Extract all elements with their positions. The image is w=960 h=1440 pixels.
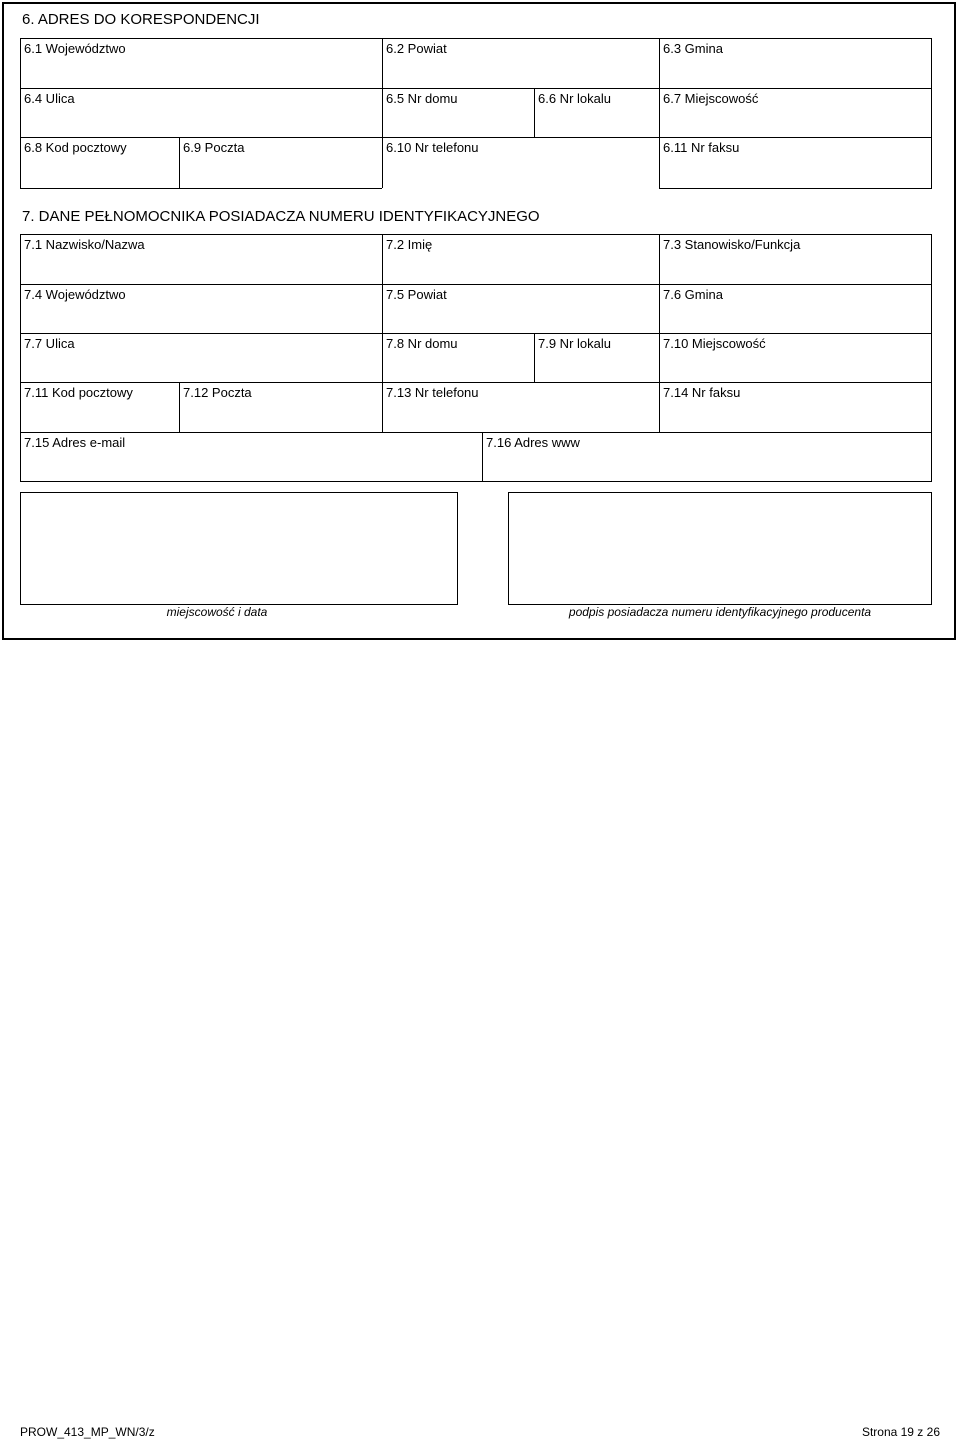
field-6-9-poczta[interactable] — [180, 157, 381, 187]
field-7-4-wojewodztwo[interactable] — [21, 304, 381, 332]
label-6-7: 6.7 Miejscowość — [663, 91, 759, 106]
signature-caption: podpis posiadacza numeru identyfikacyjnego producenta — [568, 605, 872, 619]
field-7-5-powiat[interactable] — [383, 304, 658, 332]
label-7-10: 7.10 Miejscowość — [663, 336, 766, 351]
field-7-6-gmina[interactable] — [660, 304, 931, 332]
field-6-1-wojewodztwo[interactable] — [21, 58, 381, 87]
label-7-8: 7.8 Nr domu — [386, 336, 458, 351]
field-7-9-nr-lokalu[interactable] — [535, 353, 658, 381]
label-7-3: 7.3 Stanowisko/Funkcja — [663, 237, 801, 252]
field-7-3-stanowisko[interactable] — [660, 254, 931, 283]
label-7-12: 7.12 Poczta — [183, 385, 252, 400]
field-7-16-www[interactable] — [483, 452, 931, 481]
label-7-2: 7.2 Imię — [386, 237, 433, 252]
label-7-15: 7.15 Adres e-mail — [24, 435, 126, 450]
label-7-14: 7.14 Nr faksu — [663, 385, 741, 400]
divider — [659, 188, 932, 189]
label-6-2: 6.2 Powiat — [386, 41, 447, 56]
divider — [20, 333, 932, 334]
field-7-14-nr-faksu[interactable] — [660, 402, 931, 431]
field-7-1-nazwisko[interactable] — [21, 254, 381, 283]
field-7-2-imie[interactable] — [383, 254, 658, 283]
divider — [20, 382, 932, 383]
label-7-6: 7.6 Gmina — [663, 287, 723, 302]
page-number: Strona 19 z 26 — [861, 1425, 940, 1439]
field-6-7-miejscowosc[interactable] — [660, 108, 931, 136]
label-7-9: 7.9 Nr lokalu — [538, 336, 611, 351]
label-6-5: 6.5 Nr domu — [386, 91, 458, 106]
field-6-11-nr-faksu[interactable] — [660, 157, 931, 187]
field-7-15-email[interactable] — [21, 452, 481, 481]
signature-box[interactable] — [508, 492, 932, 605]
label-6-4: 6.4 Ulica — [24, 91, 75, 106]
label-7-11: 7.11 Kod pocztowy — [24, 385, 133, 400]
divider — [20, 284, 932, 285]
place-date-caption: miejscowość i data — [166, 605, 268, 619]
divider — [20, 137, 932, 138]
field-7-8-nr-domu[interactable] — [383, 353, 533, 381]
section-7-title: 7. DANE PEŁNOMOCNIKA POSIADACZA NUMERU IDENTYFIKACYJNEGO — [22, 208, 540, 225]
field-6-4-ulica[interactable] — [21, 108, 381, 136]
label-7-5: 7.5 Powiat — [386, 287, 447, 302]
label-6-6: 6.6 Nr lokalu — [538, 91, 611, 106]
field-7-13-nr-telefonu[interactable] — [383, 402, 658, 431]
field-6-8-kod-pocztowy[interactable] — [21, 157, 178, 187]
place-date-box[interactable] — [20, 492, 458, 605]
field-7-7-ulica[interactable] — [21, 353, 381, 381]
field-6-2-powiat[interactable] — [383, 58, 658, 87]
label-7-13: 7.13 Nr telefonu — [386, 385, 479, 400]
field-6-10-nr-telefonu[interactable] — [383, 157, 658, 187]
label-7-1: 7.1 Nazwisko/Nazwa — [24, 237, 145, 252]
label-7-4: 7.4 Województwo — [24, 287, 126, 302]
field-6-3-gmina[interactable] — [660, 58, 931, 87]
label-7-7: 7.7 Ulica — [24, 336, 75, 351]
field-7-12-poczta[interactable] — [180, 402, 381, 431]
field-6-6-nr-lokalu[interactable] — [535, 108, 658, 136]
field-7-11-kod-pocztowy[interactable] — [21, 402, 178, 431]
label-6-11: 6.11 Nr faksu — [663, 140, 740, 155]
divider — [20, 188, 382, 189]
divider — [20, 88, 932, 89]
label-6-3: 6.3 Gmina — [663, 41, 723, 56]
section-6-title: 6. ADRES DO KORESPONDENCJI — [22, 11, 260, 28]
label-6-9: 6.9 Poczta — [183, 140, 245, 155]
label-7-16: 7.16 Adres www — [486, 435, 580, 450]
divider — [20, 432, 932, 433]
label-6-8: 6.8 Kod pocztowy — [24, 140, 127, 155]
field-7-10-miejscowosc[interactable] — [660, 353, 931, 381]
document-code: PROW_413_MP_WN/3/z — [20, 1425, 155, 1439]
label-6-10: 6.10 Nr telefonu — [386, 140, 479, 155]
field-6-5-nr-domu[interactable] — [383, 108, 533, 136]
label-6-1: 6.1 Województwo — [24, 41, 126, 56]
